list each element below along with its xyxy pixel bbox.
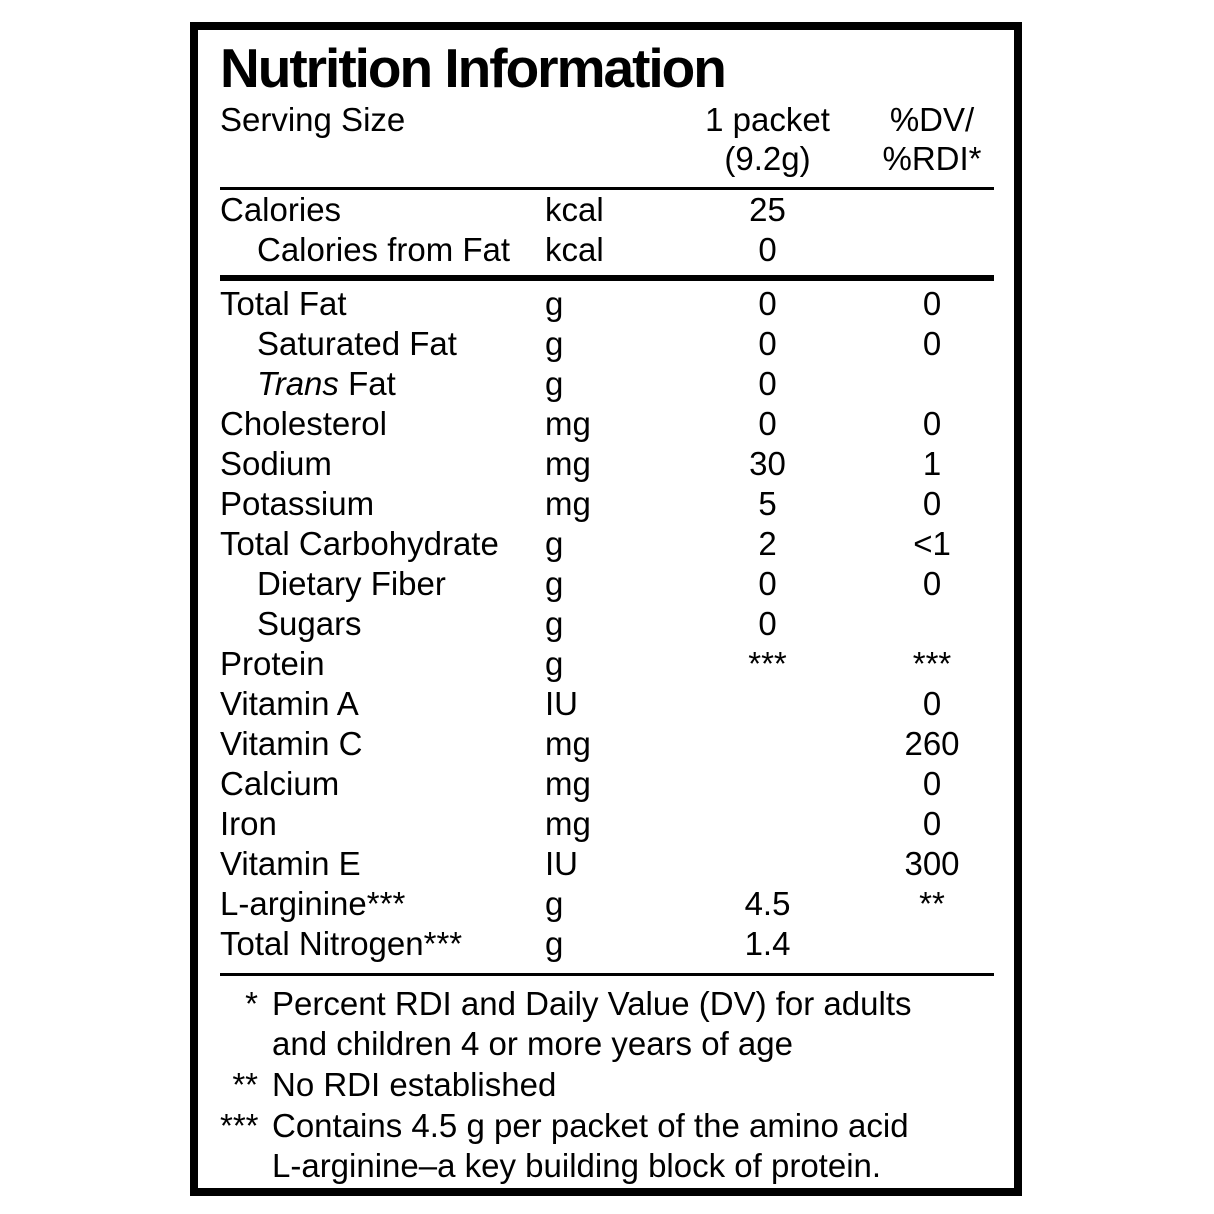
nutrient-name: Dietary Fiber <box>257 565 446 602</box>
nutrient-unit: mg <box>545 445 591 482</box>
nutrient-dv <box>840 604 994 644</box>
nutrient-unit: g <box>545 285 564 322</box>
nutrient-name: L-arginine*** <box>220 885 406 922</box>
nutrient-row <box>220 844 994 884</box>
nutrient-dv: *** <box>912 645 952 682</box>
serving-amount-line2: (9.2g) <box>724 140 811 177</box>
nutrient-unit: g <box>545 925 564 962</box>
nutrient-name: Vitamin C <box>220 725 363 762</box>
nutrient-amount: 5 <box>758 485 777 522</box>
nutrient-row <box>220 724 994 764</box>
nutrient-name-italic-part: Trans <box>257 365 339 402</box>
nutrient-dv: 0 <box>922 405 942 442</box>
nutrient-name: Sugars <box>257 605 362 642</box>
nutrient-dv <box>840 924 994 964</box>
nutrient-row <box>220 484 994 524</box>
nutrient-unit: mg <box>545 405 591 442</box>
nutrient-name: Cholesterol <box>220 405 387 442</box>
footnotes <box>220 984 994 1186</box>
nutrient-row <box>220 684 994 724</box>
nutrient-dv <box>840 230 994 270</box>
nutrient-unit: g <box>545 365 564 402</box>
calories-divider <box>220 275 994 281</box>
footnote <box>220 984 994 1064</box>
nutrient-dv: <1 <box>913 525 951 562</box>
nutrient-unit: g <box>545 645 564 682</box>
nutrient-amount <box>695 724 840 764</box>
nutrient-row <box>220 764 994 804</box>
nutrient-amount: 25 <box>749 191 786 228</box>
nutrient-unit: IU <box>545 845 578 882</box>
nutrient-amount: 2 <box>758 525 777 562</box>
dv-header <box>840 100 994 178</box>
nutrition-label <box>190 22 1022 1196</box>
label-title: Nutrition Information <box>220 37 725 99</box>
serving-amount-line1: 1 packet <box>705 101 830 138</box>
nutrient-dv: 0 <box>922 805 942 842</box>
footnote-text: Contains 4.5 g per packet of the amino acid L-arginine–a key building block of protein. <box>272 1107 909 1184</box>
nutrient-dv <box>840 364 994 404</box>
nutrient-amount: 1.4 <box>744 925 791 962</box>
footnote-marker: * <box>245 985 258 1022</box>
nutrient-dv: 0 <box>922 325 942 362</box>
nutrient-unit: g <box>545 525 564 562</box>
nutrient-amount: 0 <box>758 325 777 362</box>
nutrient-name: Vitamin A <box>220 685 359 722</box>
nutrient-dv: 0 <box>922 565 942 602</box>
nutrient-dv: 0 <box>922 685 942 722</box>
calorie-rows <box>220 190 994 270</box>
nutrient-row <box>220 284 994 324</box>
nutrient-row <box>220 230 994 270</box>
serving-amount <box>695 100 840 178</box>
nutrient-dv: 0 <box>922 765 942 802</box>
nutrient-name: Protein <box>220 645 325 682</box>
nutrient-amount: 0 <box>758 285 777 322</box>
nutrient-row <box>220 404 994 444</box>
serving-size-label: Serving Size <box>220 101 406 138</box>
nutrient-name: Vitamin E <box>220 845 361 882</box>
nutrient-amount <box>695 764 840 804</box>
nutrient-unit: kcal <box>545 231 604 268</box>
nutrient-unit: g <box>545 325 564 362</box>
nutrient-unit: mg <box>545 485 591 522</box>
nutrient-amount: *** <box>748 645 787 682</box>
nutrient-rows <box>220 284 994 964</box>
nutrient-unit: mg <box>545 765 591 802</box>
nutrient-dv: ** <box>919 885 945 922</box>
nutrient-row <box>220 324 994 364</box>
nutrient-amount <box>695 684 840 724</box>
nutrient-row <box>220 364 994 404</box>
footnote-text: No RDI established <box>272 1066 557 1103</box>
nutrient-name: Calories <box>220 191 342 228</box>
nutrient-row <box>220 804 994 844</box>
nutrient-name: Iron <box>220 805 277 842</box>
nutrient-row <box>220 604 994 644</box>
nutrient-name: Saturated Fat <box>257 325 457 362</box>
nutrient-unit: mg <box>545 805 591 842</box>
footnote-marker: ** <box>232 1066 258 1103</box>
nutrient-amount: 0 <box>758 605 777 642</box>
nutrient-amount: 30 <box>749 445 786 482</box>
nutrient-unit: g <box>545 565 564 602</box>
nutrient-row <box>220 524 994 564</box>
footnote <box>220 1106 994 1186</box>
nutrient-amount: 0 <box>758 405 777 442</box>
nutrient-name: Total Nitrogen*** <box>220 925 463 962</box>
nutrient-row <box>220 924 994 964</box>
nutrient-amount: 0 <box>758 565 777 602</box>
nutrient-row <box>220 564 994 604</box>
nutrient-name: Calories from Fat <box>257 231 511 268</box>
nutrient-row <box>220 444 994 484</box>
nutrient-dv <box>840 190 994 230</box>
nutrient-amount: 0 <box>758 231 777 268</box>
nutrient-dv: 0 <box>922 485 942 522</box>
nutrient-unit: g <box>545 885 564 922</box>
nutrient-row <box>220 190 994 230</box>
serving-header <box>220 100 994 178</box>
nutrient-amount: 0 <box>758 365 777 402</box>
nutrient-dv: 0 <box>922 285 942 322</box>
nutrient-amount: 4.5 <box>744 885 791 922</box>
nutrient-unit: g <box>545 605 564 642</box>
nutrient-amount <box>695 844 840 884</box>
footnote-marker: *** <box>220 1107 259 1144</box>
nutrient-name: Total Fat <box>220 285 347 322</box>
nutrient-row <box>220 884 994 924</box>
nutrient-amount <box>695 804 840 844</box>
footnote <box>220 1065 994 1105</box>
nutrient-name: Trans Fat <box>257 365 396 402</box>
nutrient-name: Total Carbohydrate <box>220 525 499 562</box>
nutrient-unit: IU <box>545 685 578 722</box>
nutrient-row <box>220 644 994 684</box>
nutrient-unit: mg <box>545 725 591 762</box>
nutrient-dv: 300 <box>904 845 960 882</box>
dv-header-line1: %DV/ <box>889 101 975 138</box>
nutrient-name: Sodium <box>220 445 332 482</box>
footnote-text: Percent RDI and Daily Value (DV) for adults and children 4 or more years of age <box>272 985 912 1062</box>
nutrient-unit: kcal <box>545 191 604 228</box>
dv-header-line2: %RDI* <box>882 140 982 177</box>
nutrient-dv: 260 <box>904 725 960 762</box>
nutrient-dv: 1 <box>922 445 942 482</box>
nutrient-name: Calcium <box>220 765 340 802</box>
nutrient-name: Potassium <box>220 485 375 522</box>
footnote-divider <box>220 973 994 976</box>
